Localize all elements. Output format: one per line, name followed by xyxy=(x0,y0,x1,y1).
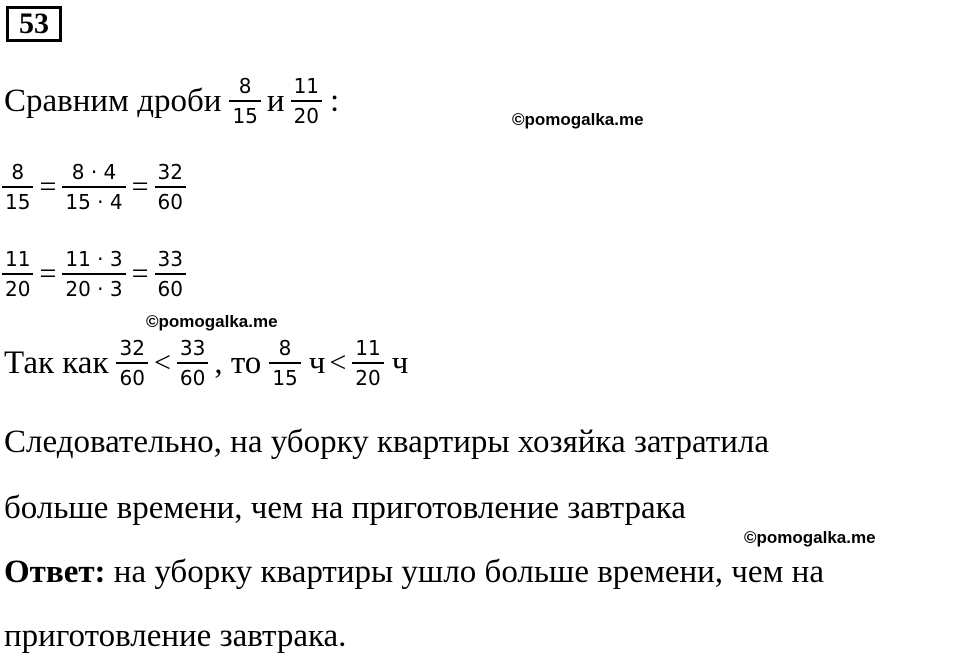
since-mid-text: , то xyxy=(214,344,262,381)
answer-line-2: приготовление завтрака. xyxy=(4,618,347,654)
equals-sign: = xyxy=(131,170,149,203)
fraction: $\frac{32}{60}$ xyxy=(116,336,147,390)
task-number: 53 xyxy=(6,6,62,42)
fraction: $\frac{33}{60}$ xyxy=(177,336,208,390)
less-than-sign: < xyxy=(153,346,171,379)
watermark: ©pomogalka.me xyxy=(744,528,876,547)
fraction: $\frac{8}{15}$ xyxy=(269,336,300,390)
fraction: $\frac{32}{60}$ xyxy=(155,160,186,214)
fraction: $\frac{11}{20}$ xyxy=(2,247,33,301)
equation-2 xyxy=(0,247,188,301)
conjunction: и xyxy=(266,82,285,119)
answer-text: на уборку квартиры ушло больше времени, чем на xyxy=(113,554,824,590)
colon: : xyxy=(330,82,340,119)
conclusion-line-2: больше времени, чем на приготовление завтрака xyxy=(4,490,686,526)
equals-sign: = xyxy=(39,257,57,290)
fraction: $\frac{11}{20}$ xyxy=(291,74,322,128)
compare-text: Сравним дроби xyxy=(4,82,222,119)
since-line xyxy=(4,336,408,390)
fraction: $\frac{8}{15}$ xyxy=(2,160,33,214)
fraction: $\frac{33}{60}$ xyxy=(155,247,186,301)
equals-sign: = xyxy=(39,170,57,203)
since-text: Так как xyxy=(4,344,109,381)
fraction: $\frac{11}{20}$ xyxy=(352,336,383,390)
fraction: $\frac{8}{15}$ xyxy=(229,74,260,128)
fraction: $\frac{8 \cdot 4}{15 \cdot 4}$ xyxy=(62,160,125,214)
fraction: $\frac{11 \cdot 3}{20 \cdot 3}$ xyxy=(62,247,125,301)
unit-hours: ч xyxy=(308,344,326,381)
less-than-sign: < xyxy=(329,346,347,379)
conclusion-line-1: Следовательно, на уборку квартиры хозяйка затратила xyxy=(4,424,769,460)
watermark: ©pomogalka.me xyxy=(512,110,644,129)
watermark: ©pomogalka.me xyxy=(146,312,278,331)
answer-label: Ответ: xyxy=(4,554,106,590)
compare-line xyxy=(4,74,339,128)
equals-sign: = xyxy=(131,257,149,290)
unit-hours: ч xyxy=(391,344,409,381)
answer-line-1 xyxy=(4,554,824,591)
equation-1 xyxy=(0,160,188,214)
